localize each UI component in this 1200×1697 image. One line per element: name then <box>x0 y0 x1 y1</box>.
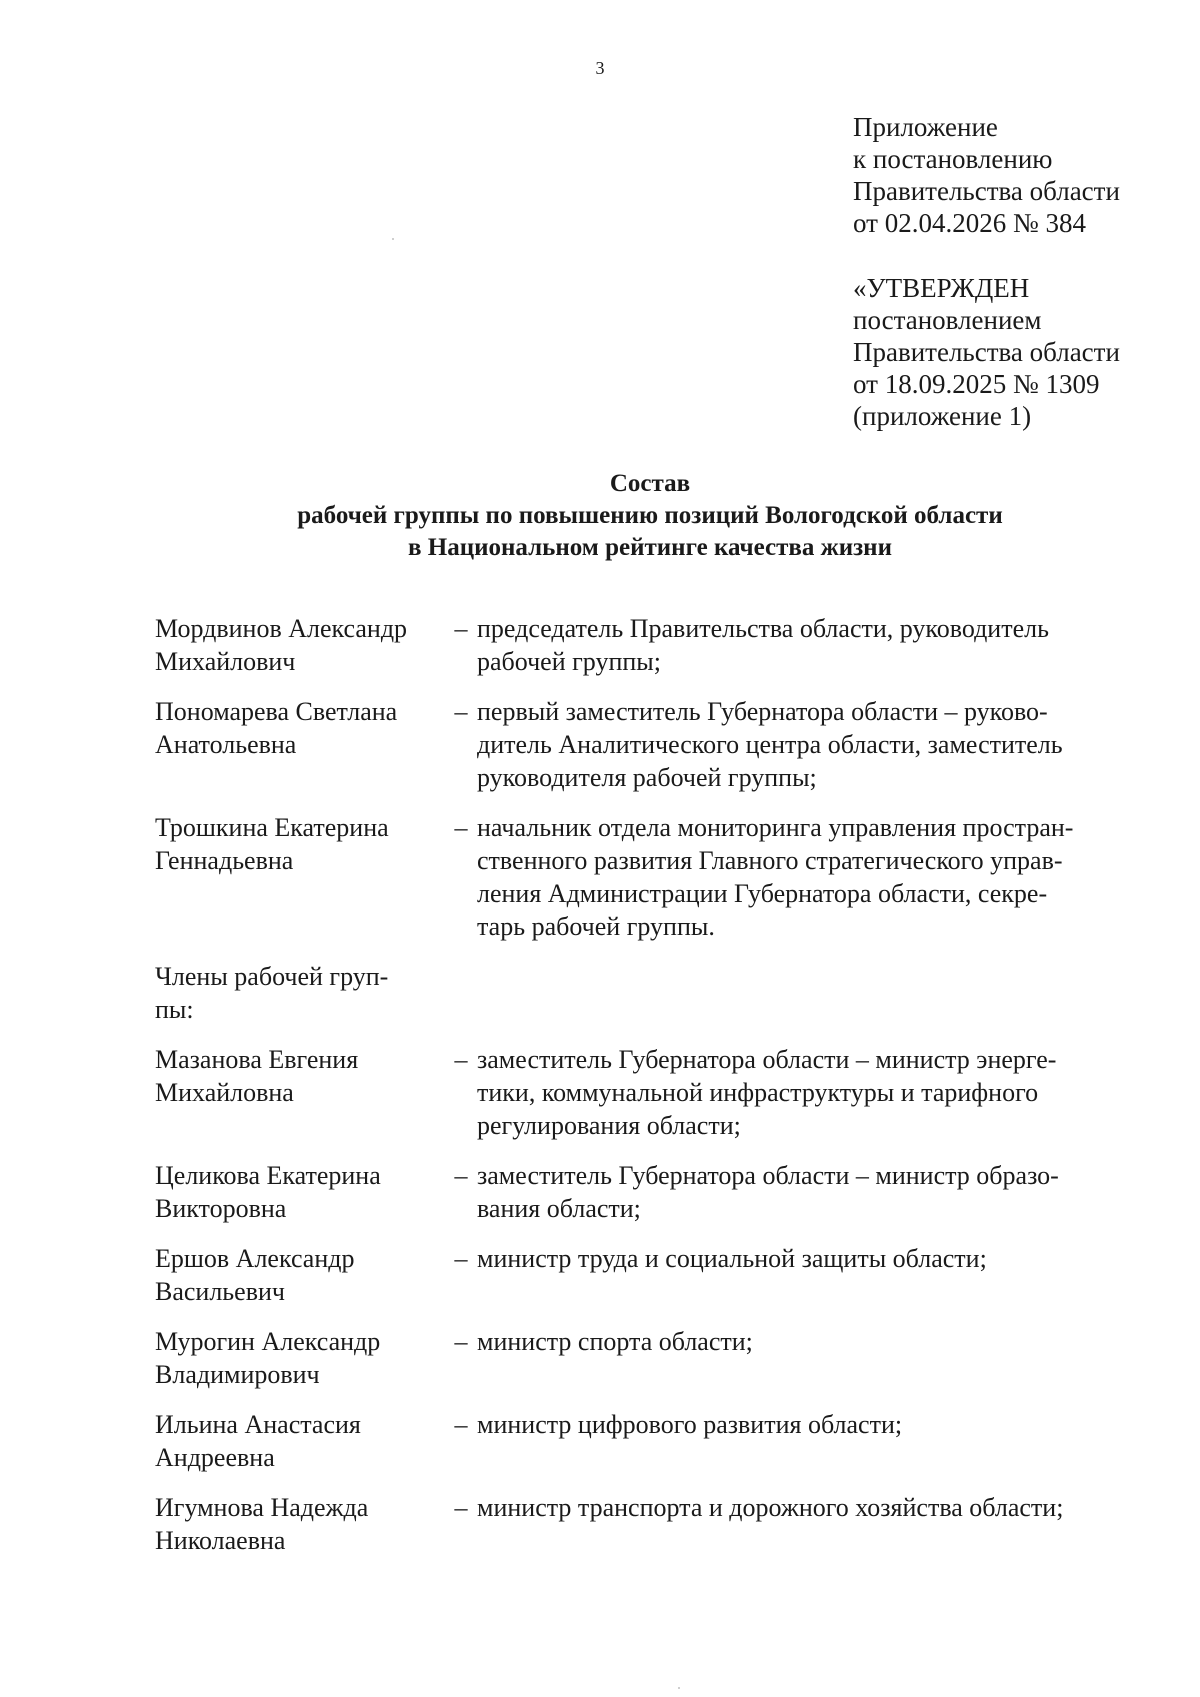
name-line: Мордвинов Александр <box>155 614 408 643</box>
member-role <box>477 1159 1127 1225</box>
appendix-line: Правительства области <box>853 176 1120 206</box>
name-line: Васильевич <box>155 1277 285 1306</box>
role-line: ственного развития Главного стратегического управ- <box>477 846 1063 875</box>
role-line: председатель Правительства области, руководитель <box>477 614 1049 643</box>
title-line: рабочей группы по повышению позиций Вологодской области <box>297 502 1003 529</box>
role-line: министр труда и социальной защиты области; <box>477 1244 987 1273</box>
member-name <box>155 1242 445 1308</box>
appendix-line: от 02.04.2026 № 384 <box>853 208 1086 238</box>
member-name <box>155 1325 445 1391</box>
leader-row <box>155 612 1130 678</box>
dash-separator: – <box>454 1244 468 1273</box>
approval-line: «УТВЕРЖДЕН <box>853 273 1030 303</box>
member-role <box>477 695 1127 794</box>
approval-line: (приложение 1) <box>853 401 1032 431</box>
name-line: Владимирович <box>155 1360 320 1389</box>
leader-row <box>155 695 1130 794</box>
member-name <box>155 1491 445 1557</box>
role-line: министр спорта области; <box>477 1327 753 1356</box>
member-name <box>155 1159 445 1225</box>
member-row <box>155 1491 1130 1557</box>
appendix-line: Приложение <box>853 112 998 142</box>
member-role <box>477 1043 1127 1142</box>
dash-separator: – <box>454 1045 468 1074</box>
role-line: вания области; <box>477 1194 641 1223</box>
role-line: заместитель Губернатора области – министр энерге- <box>477 1045 1057 1074</box>
name-line: Андреевна <box>155 1443 275 1472</box>
name-line: Анатольевна <box>155 730 297 759</box>
label-line: Члены рабочей груп- <box>155 962 389 991</box>
name-line: Ершов Александр <box>155 1244 355 1273</box>
member-row <box>155 1159 1130 1225</box>
role-line: начальник отдела мониторинга управления простран- <box>477 813 1074 842</box>
member-role <box>477 1242 1127 1308</box>
role-line: тики, коммунальной инфраструктуры и тарифного <box>477 1078 1039 1107</box>
member-role <box>477 811 1127 943</box>
member-row <box>155 1242 1130 1308</box>
members-section-label <box>155 960 1130 1026</box>
name-line: Мазанова Евгения <box>155 1045 359 1074</box>
approval-line: от 18.09.2025 № 1309 <box>853 369 1100 399</box>
leader-row <box>155 811 1130 943</box>
role-line: заместитель Губернатора области – министр образо- <box>477 1161 1059 1190</box>
member-name <box>155 612 445 678</box>
dash-separator: – <box>454 1327 468 1356</box>
dash-separator: – <box>454 1410 468 1439</box>
scan-speck <box>392 238 394 240</box>
role-line: тарь рабочей группы. <box>477 912 715 941</box>
role-line: руководителя рабочей группы; <box>477 763 817 792</box>
label-line: пы: <box>155 995 194 1024</box>
name-line: Ильина Анастасия <box>155 1410 361 1439</box>
approval-line: постановлением <box>853 305 1042 335</box>
member-role <box>477 1408 1127 1474</box>
member-role <box>477 612 1127 678</box>
appendix-block <box>853 111 1120 239</box>
title-line: Состав <box>609 470 691 497</box>
role-line: рабочей группы; <box>477 647 661 676</box>
name-line: Трошкина Екатерина <box>155 813 389 842</box>
dash-separator: – <box>454 1493 468 1522</box>
name-line: Мурогин Александр <box>155 1327 381 1356</box>
role-line: дитель Аналитического центра области, заместитель <box>477 730 1063 759</box>
member-row <box>155 1043 1130 1142</box>
member-name <box>155 695 445 794</box>
dash-separator: – <box>454 813 468 842</box>
member-name <box>155 811 445 943</box>
member-role <box>477 1491 1127 1557</box>
appendix-line: к постановлению <box>853 144 1053 174</box>
title-line: в Национальном рейтинге качества жизни <box>408 534 892 561</box>
page-number: 3 <box>595 58 605 78</box>
document-title <box>0 468 1200 564</box>
name-line: Игумнова Надежда <box>155 1493 369 1522</box>
role-line: министр транспорта и дорожного хозяйства области; <box>477 1493 1064 1522</box>
dash-separator: – <box>454 614 468 643</box>
member-row <box>155 1408 1130 1474</box>
scan-speck <box>678 1687 680 1689</box>
name-line: Николаевна <box>155 1526 286 1555</box>
approval-line: Правительства области <box>853 337 1120 367</box>
approval-block <box>853 272 1120 432</box>
role-line: министр цифрового развития области; <box>477 1410 903 1439</box>
role-line: ления Администрации Губернатора области, секре- <box>477 879 1048 908</box>
name-line: Геннадьевна <box>155 846 294 875</box>
dash-separator: – <box>454 1161 468 1190</box>
name-line: Целикова Екатерина <box>155 1161 381 1190</box>
name-line: Пономарева Светлана <box>155 697 398 726</box>
member-role <box>477 1325 1127 1391</box>
name-line: Михайловна <box>155 1078 294 1107</box>
member-row <box>155 1325 1130 1391</box>
members-list <box>155 612 1130 1557</box>
member-name <box>155 1043 445 1142</box>
name-line: Михайлович <box>155 647 296 676</box>
member-name <box>155 1408 445 1474</box>
role-line: первый заместитель Губернатора области – руково- <box>477 697 1048 726</box>
role-line: регулирования области; <box>477 1111 741 1140</box>
dash-separator: – <box>454 697 468 726</box>
name-line: Викторовна <box>155 1194 287 1223</box>
